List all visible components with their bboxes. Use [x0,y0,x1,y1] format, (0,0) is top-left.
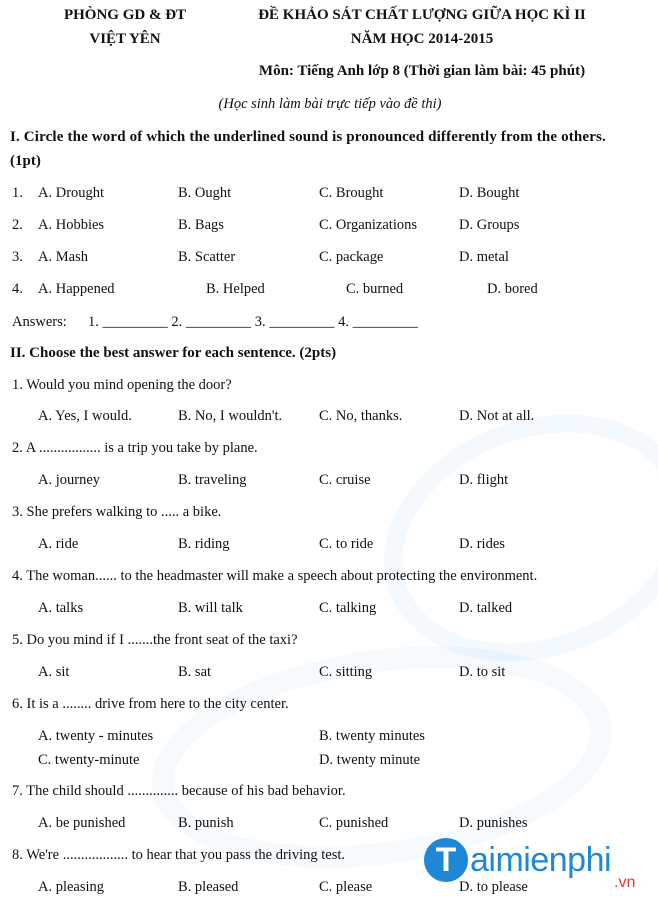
question-text: 4. The woman...... to the headmaster will make a speech about protecting the environment. [12,568,538,584]
option-d[interactable]: D. talked [459,600,513,616]
question-text: 3. She prefers walking to ..... a bike. [12,504,222,520]
option-c[interactable]: C. talking [319,600,377,616]
question-number: 2. [12,217,23,233]
option-b: B. Scatter [178,249,236,265]
question-number: 3. [12,249,23,265]
district-name: VIỆT YÊN [89,31,161,47]
option-a[interactable]: A. twenty - minutes [38,728,154,744]
exam-title: ĐỀ KHẢO SÁT CHẤT LƯỢNG GIỮA HỌC KÌ II [258,7,586,23]
option-d[interactable]: D. rides [459,536,505,552]
option-a[interactable]: A. talks [38,600,84,616]
exam-note: (Học sinh làm bài trực tiếp vào đề thi) [218,96,442,112]
school-office: PHÒNG GD & ĐT [63,7,187,23]
option-c[interactable]: C. sitting [319,664,373,680]
option-b[interactable]: B. sat [178,664,212,680]
option-c[interactable]: C. to ride [319,536,374,552]
option-b[interactable]: B. punish [178,815,234,831]
option-b[interactable]: B. twenty minutes [319,728,425,744]
option-b[interactable]: B. will talk [178,600,243,616]
option-d[interactable]: D. to please [459,879,528,895]
option-b: B. Helped [206,281,265,297]
question-text: 7. The child should .............. because of his bad behavior. [12,783,346,799]
option-d: D. Bought [459,185,520,201]
answer-blanks[interactable]: 1. _________ 2. _________ 3. _________ 4. _________ [88,314,418,330]
option-b[interactable]: B. riding [178,536,230,552]
option-c[interactable]: C. please [319,879,373,895]
exam-subject: Môn: Tiếng Anh lớp 8 (Thời gian làm bài: 45 phút) [258,63,586,79]
option-d: D. bored [487,281,538,297]
option-a: A. Mash [38,249,88,265]
option-a[interactable]: A. be punished [38,815,126,831]
logo-domain: .vn [614,874,636,891]
question-text: 8. We're .................. to hear that you pass the driving test. [12,847,346,863]
question-number: 1. [12,185,23,201]
question-text: 2. A ................. is a trip you take by plane. [12,440,258,456]
option-a[interactable]: A. journey [38,472,101,488]
option-a: A. Drought [38,185,105,201]
logo-t-icon: T [424,838,468,882]
option-a[interactable]: A. Yes, I would. [38,408,132,424]
taimienphi-logo [424,836,654,898]
option-b[interactable]: B. No, I wouldn't. [178,408,283,424]
option-a: A. Hobbies [38,217,105,233]
option-c: C. burned [346,281,404,297]
section1-points: (1pt) [10,153,41,169]
option-d: D. metal [459,249,509,265]
option-a[interactable]: A. ride [38,536,79,552]
option-c[interactable]: C. twenty-minute [38,752,140,768]
option-b: B. Ought [178,185,232,201]
option-c: C. Organizations [319,217,417,233]
option-d[interactable]: D. flight [459,472,509,488]
option-a[interactable]: A. sit [38,664,70,680]
option-d[interactable]: D. twenty minute [319,752,421,768]
question-text: 1. Would you mind opening the door? [12,377,232,393]
question-text: 6. It is a ........ drive from here to the city center. [12,696,289,712]
option-c: C. package [319,249,384,265]
option-d[interactable]: D. to sit [459,664,506,680]
logo-brand: aimienphi [470,841,612,879]
option-b: B. Bags [178,217,224,233]
option-b[interactable]: B. pleased [178,879,239,895]
answers-label: Answers: [12,314,67,330]
option-a[interactable]: A. pleasing [38,879,105,895]
school-year: NĂM HỌC 2014-2015 [350,31,494,47]
section2-title: II. Choose the best answer for each sentence. (2pts) [10,345,337,361]
section1-title: I. Circle the word of which the underlined sound is pronounced differently from the others. [10,129,606,145]
option-d[interactable]: D. Not at all. [459,408,535,424]
question-number: 4. [12,281,23,297]
option-d: D. Groups [459,217,520,233]
option-c[interactable]: C. No, thanks. [319,408,403,424]
option-c[interactable]: C. cruise [319,472,371,488]
option-c: C. Brought [319,185,384,201]
question-text: 5. Do you mind if I .......the front seat of the taxi? [12,632,298,648]
option-d[interactable]: D. punishes [459,815,528,831]
option-c[interactable]: C. punished [319,815,389,831]
option-a: A. Happened [38,281,115,297]
option-b[interactable]: B. traveling [178,472,247,488]
